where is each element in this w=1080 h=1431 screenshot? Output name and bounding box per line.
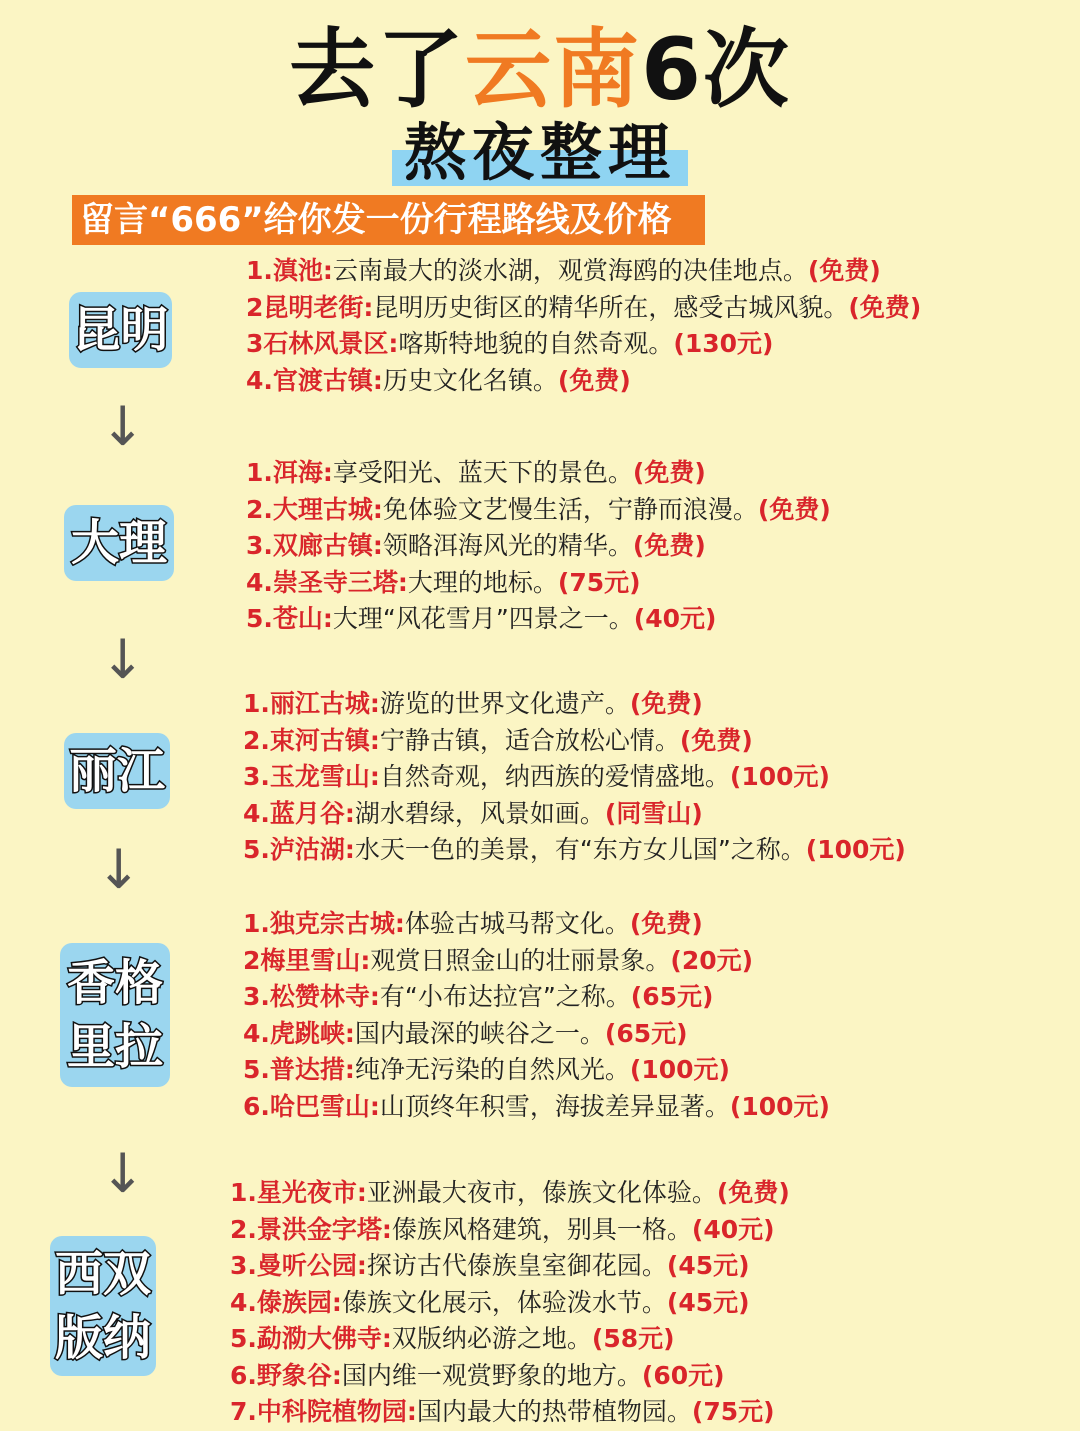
item-desc: 喀斯特地貌的自然奇观。: [398, 329, 674, 358]
item-price: (免费): [632, 458, 706, 487]
list-item: [230, 1175, 790, 1212]
list-item: [243, 1016, 830, 1053]
item-name: 6.哈巴雪山:: [243, 1091, 380, 1121]
arrow-down-icon: ↓: [100, 628, 146, 691]
item-price: (100元): [729, 762, 830, 791]
item-name: 2.大理古城:: [246, 494, 383, 524]
item-name: 4.虎跳峡:: [243, 1018, 355, 1048]
item-desc: 自然奇观，纳西族的爱情盛地。: [379, 762, 730, 791]
item-price: (免费): [679, 725, 753, 755]
item-price: (75元): [557, 567, 641, 597]
item-desc: 湖水碧绿，风景如画。: [354, 798, 605, 828]
item-price: (免费): [716, 1178, 790, 1207]
item-name: 3石林风景区:: [246, 329, 399, 358]
item-price: (免费): [632, 531, 706, 560]
item-desc: 享受阳光、蓝天下的景色。: [332, 458, 633, 487]
item-desc: 水天一色的美景，有“东方女儿国”之称。: [354, 835, 806, 864]
item-desc: 游览的世界文化遗产。: [379, 689, 630, 718]
list-item: [243, 832, 906, 869]
city-line: 版纳: [54, 1310, 151, 1366]
item-name: 2.景洪金字塔:: [230, 1214, 392, 1244]
item-name: 3.松赞林寺:: [243, 982, 380, 1011]
item-price: (58元): [591, 1324, 675, 1353]
item-desc: 体验古城马帮文化。: [404, 909, 630, 938]
item-desc: 观赏日照金山的壮丽景象。: [370, 945, 671, 975]
item-name: 4.蓝月谷:: [243, 798, 355, 828]
item-name: 2梅里雪山:: [243, 945, 371, 975]
item-desc: 探访古代傣族皇室御花园。: [366, 1251, 667, 1280]
city-label-lijiang: [64, 733, 170, 809]
item-price: (100元): [629, 1055, 730, 1084]
item-price: (40元): [633, 604, 717, 633]
list-item: [243, 759, 906, 796]
list-item: [246, 326, 921, 363]
item-desc: 双版纳必游之地。: [391, 1324, 592, 1353]
item-desc: 昆明历史街区的精华所在，感受古城风貌。: [373, 292, 849, 322]
city-line: 丽江: [68, 743, 165, 799]
item-price: (100元): [729, 1091, 830, 1121]
list-item: [230, 1394, 790, 1431]
item-name: 3.双廊古镇:: [246, 531, 383, 560]
list-item: [243, 906, 830, 943]
list-item: [230, 1285, 790, 1322]
city-label-shangrila: [60, 943, 170, 1087]
list-item: [243, 686, 906, 723]
item-price: (45元): [666, 1251, 750, 1280]
city-line: 大理: [70, 515, 167, 571]
city-label-kunming: [69, 292, 172, 368]
section-list-shangrila: [243, 906, 830, 1125]
list-item: [246, 565, 831, 602]
list-item: [246, 492, 831, 529]
item-price: (免费): [557, 365, 631, 395]
item-price: (45元): [666, 1287, 750, 1317]
item-price: (65元): [604, 1018, 688, 1048]
item-price: (40元): [691, 1214, 775, 1244]
item-name: 4.崇圣寺三塔:: [246, 567, 408, 597]
section-list-xishuangbanna: [230, 1175, 790, 1431]
comment-banner: 留言“666”给你发一份行程路线及价格: [72, 195, 705, 245]
item-desc: 宁静古镇，适合放松心情。: [379, 725, 680, 755]
item-name: 7.中科院植物园:: [230, 1397, 417, 1426]
subtitle: [392, 118, 688, 188]
list-item: [230, 1358, 790, 1395]
item-price: (130元): [673, 329, 774, 358]
arrow-down-icon: ↓: [96, 838, 142, 901]
item-name: 1.星光夜市:: [230, 1178, 367, 1207]
list-item: [246, 253, 921, 290]
item-desc: 大理的地标。: [407, 567, 558, 597]
item-price: (免费): [757, 494, 831, 524]
item-price: (免费): [807, 256, 881, 285]
city-line: 昆明: [72, 302, 169, 358]
item-desc: 傣族风格建筑，别具一格。: [391, 1214, 692, 1244]
item-desc: 纯净无污染的自然风光。: [354, 1055, 630, 1084]
list-item: [243, 943, 830, 980]
item-desc: 山顶终年积雪，海拔差异显著。: [379, 1091, 730, 1121]
item-name: 4.傣族园:: [230, 1287, 342, 1317]
list-item: [230, 1212, 790, 1249]
list-item: [243, 1052, 830, 1089]
item-desc: 大理“风花雪月”四景之一。: [332, 604, 634, 633]
list-item: [230, 1248, 790, 1285]
list-item: [243, 979, 830, 1016]
subtitle-wrap: [0, 118, 1080, 188]
item-name: 6.野象谷:: [230, 1360, 342, 1390]
item-desc: 云南最大的淡水湖，观赏海鸥的决佳地点。: [332, 256, 808, 285]
item-price: (60元): [641, 1360, 725, 1390]
list-item: [243, 796, 906, 833]
item-name: 5.苍山:: [246, 604, 333, 633]
item-name: 5.普达措:: [243, 1055, 355, 1084]
item-price: (免费): [848, 292, 922, 322]
item-desc: 国内维一观赏野象的地方。: [341, 1360, 642, 1390]
subtitle-text: 熬夜整理: [403, 116, 676, 189]
arrow-down-icon: ↓: [100, 395, 146, 458]
item-price: (75元): [691, 1397, 775, 1426]
item-name: 5.勐泐大佛寺:: [230, 1324, 392, 1353]
item-name: 3.玉龙雪山:: [243, 762, 380, 791]
item-desc: 领略洱海风光的精华。: [382, 531, 633, 560]
list-item: [243, 1089, 830, 1126]
list-item: [246, 290, 921, 327]
list-item: [246, 601, 831, 638]
item-name: 1.滇池:: [246, 256, 333, 285]
city-label-dali: [64, 505, 174, 581]
item-price: (免费): [629, 909, 703, 938]
section-list-dali: [246, 455, 831, 638]
page-title: [0, 20, 1080, 120]
title-accent: 云南: [465, 20, 642, 120]
city-label-xishuangbanna: [50, 1236, 156, 1376]
item-name: 4.官渡古镇:: [246, 365, 383, 395]
item-name: 1.独克宗古城:: [243, 909, 405, 938]
list-item: [246, 528, 831, 565]
title-pre: 去了: [289, 20, 466, 120]
list-item: [246, 363, 921, 400]
list-item: [230, 1321, 790, 1358]
item-desc: 傣族文化展示，体验泼水节。: [341, 1287, 667, 1317]
list-item: [243, 723, 906, 760]
item-price: (65元): [630, 982, 714, 1011]
arrow-down-icon: ↓: [100, 1142, 146, 1205]
city-line: 香格: [66, 955, 163, 1011]
item-desc: 免体验文艺慢生活，宁静而浪漫。: [382, 494, 758, 524]
item-desc: 国内最大的热带植物园。: [416, 1397, 692, 1426]
item-price: (同雪山): [604, 798, 703, 828]
item-desc: 历史文化名镇。: [382, 365, 558, 395]
item-price: (100元): [805, 835, 906, 864]
item-price: (20元): [670, 945, 754, 975]
item-name: 3.曼听公园:: [230, 1251, 367, 1280]
city-line: 里拉: [66, 1019, 163, 1075]
item-name: 1.丽江古城:: [243, 689, 380, 718]
item-desc: 亚洲最大夜市，傣族文化体验。: [366, 1178, 717, 1207]
section-list-kunming: [246, 253, 921, 399]
list-item: [246, 455, 831, 492]
item-name: 5.泸沽湖:: [243, 835, 355, 864]
title-post: 6次: [641, 20, 791, 120]
city-line: 西双: [54, 1246, 151, 1302]
item-name: 2.束河古镇:: [243, 725, 380, 755]
item-desc: 有“小布达拉宫”之称。: [379, 982, 631, 1011]
item-name: 2昆明老街:: [246, 292, 374, 322]
item-desc: 国内最深的峡谷之一。: [354, 1018, 605, 1048]
item-name: 1.洱海:: [246, 458, 333, 487]
item-price: (免费): [629, 689, 703, 718]
section-list-lijiang: [243, 686, 906, 869]
